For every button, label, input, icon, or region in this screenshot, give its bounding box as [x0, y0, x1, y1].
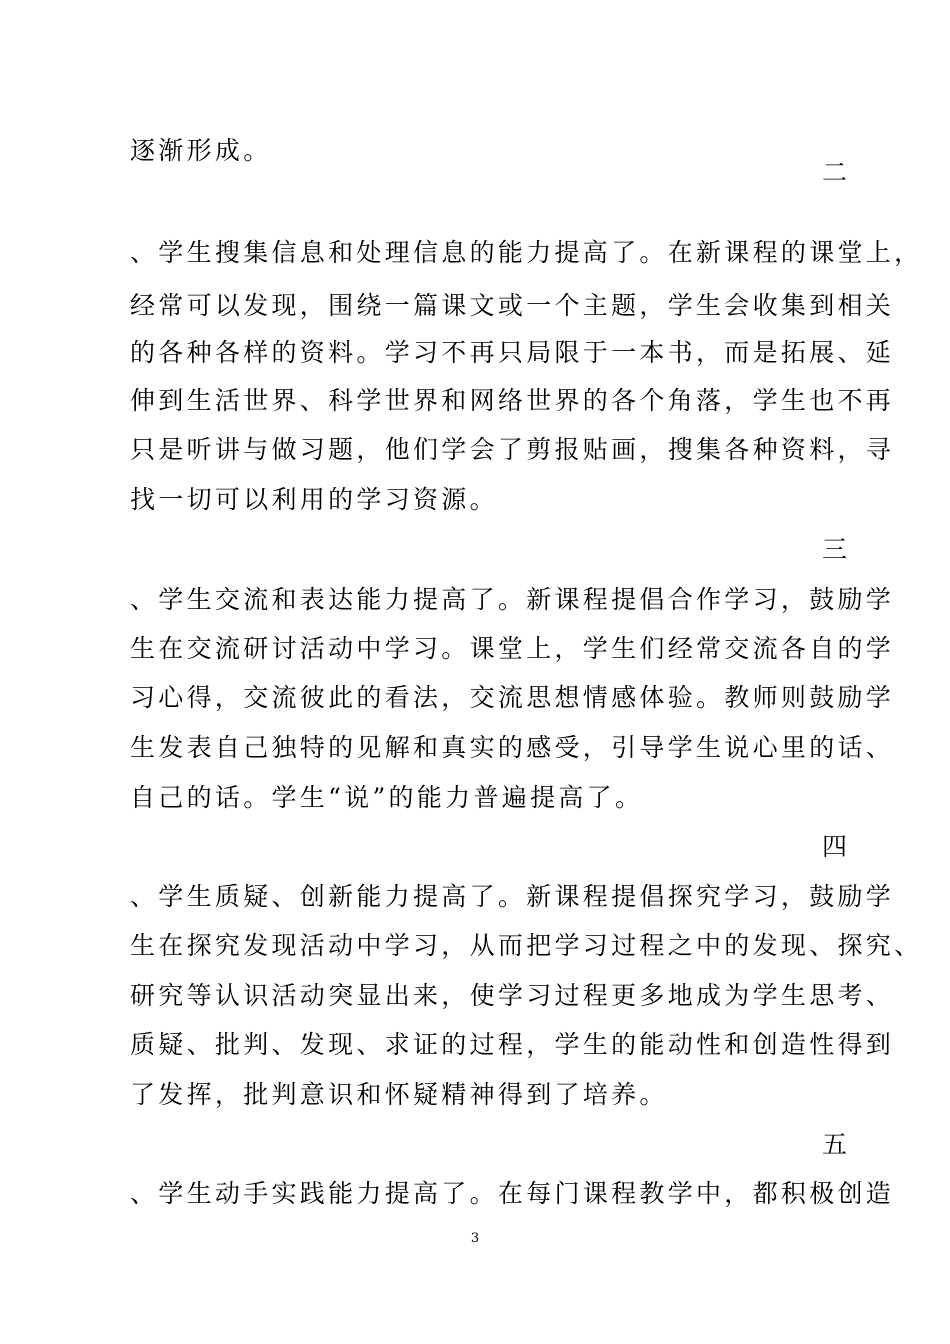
- text-line: 找一切可以利用的学习资源。: [130, 485, 498, 514]
- text-line: 经常可以发现，围绕一篇课文或一个主题，学生会收集到相关: [130, 291, 895, 320]
- text-line: 生在交流研讨活动中学习。课堂上，学生们经常交流各自的学: [130, 634, 895, 663]
- text-line: 、学生搜集信息和处理信息的能力提高了。在新课程的课堂上，: [130, 238, 923, 267]
- text-line: 自己的话。学生“说”的能力普遍提高了。: [130, 783, 644, 812]
- text-line: 、学生质疑、创新能力提高了。新课程提倡探究学习，鼓励学: [130, 882, 895, 911]
- section-numeral: 二: [821, 158, 847, 187]
- text-line: 只是听讲与做习题，他们学会了剪报贴画，搜集各种资料，寻: [130, 435, 895, 464]
- text-line: 习心得，交流彼此的看法，交流思想情感体验。教师则鼓励学: [130, 683, 895, 712]
- text-line: 生发表自己独特的见解和真实的感受，引导学生说心里的话、: [130, 733, 895, 762]
- section-numeral: 三: [821, 535, 847, 564]
- text-line: 了发挥，批判意识和怀疑精神得到了培养。: [130, 1080, 668, 1109]
- text-line: 研究等认识活动突显出来，使学习过程更多地成为学生思考、: [130, 981, 895, 1010]
- section-numeral: 五: [821, 1130, 847, 1159]
- text-line: 伸到生活世界、科学世界和网络世界的各个角落，学生也不再: [130, 386, 895, 415]
- text-line: 、学生动手实践能力提高了。在每门课程教学中，都积极创造: [130, 1179, 895, 1208]
- text-line: 生在探究发现活动中学习，从而把学习过程之中的发现、探究、: [130, 931, 923, 960]
- text-line: 、学生交流和表达能力提高了。新课程提倡合作学习，鼓励学: [130, 585, 895, 614]
- text-line: 的各种各样的资料。学习不再只局限于一本书，而是拓展、延: [130, 338, 895, 367]
- section-numeral: 四: [821, 832, 847, 861]
- page-number: 3: [470, 1231, 480, 1246]
- text-line: 逐渐形成。: [130, 136, 272, 165]
- text-line: 质疑、批判、发现、求证的过程，学生的能动性和创造性得到: [130, 1030, 895, 1059]
